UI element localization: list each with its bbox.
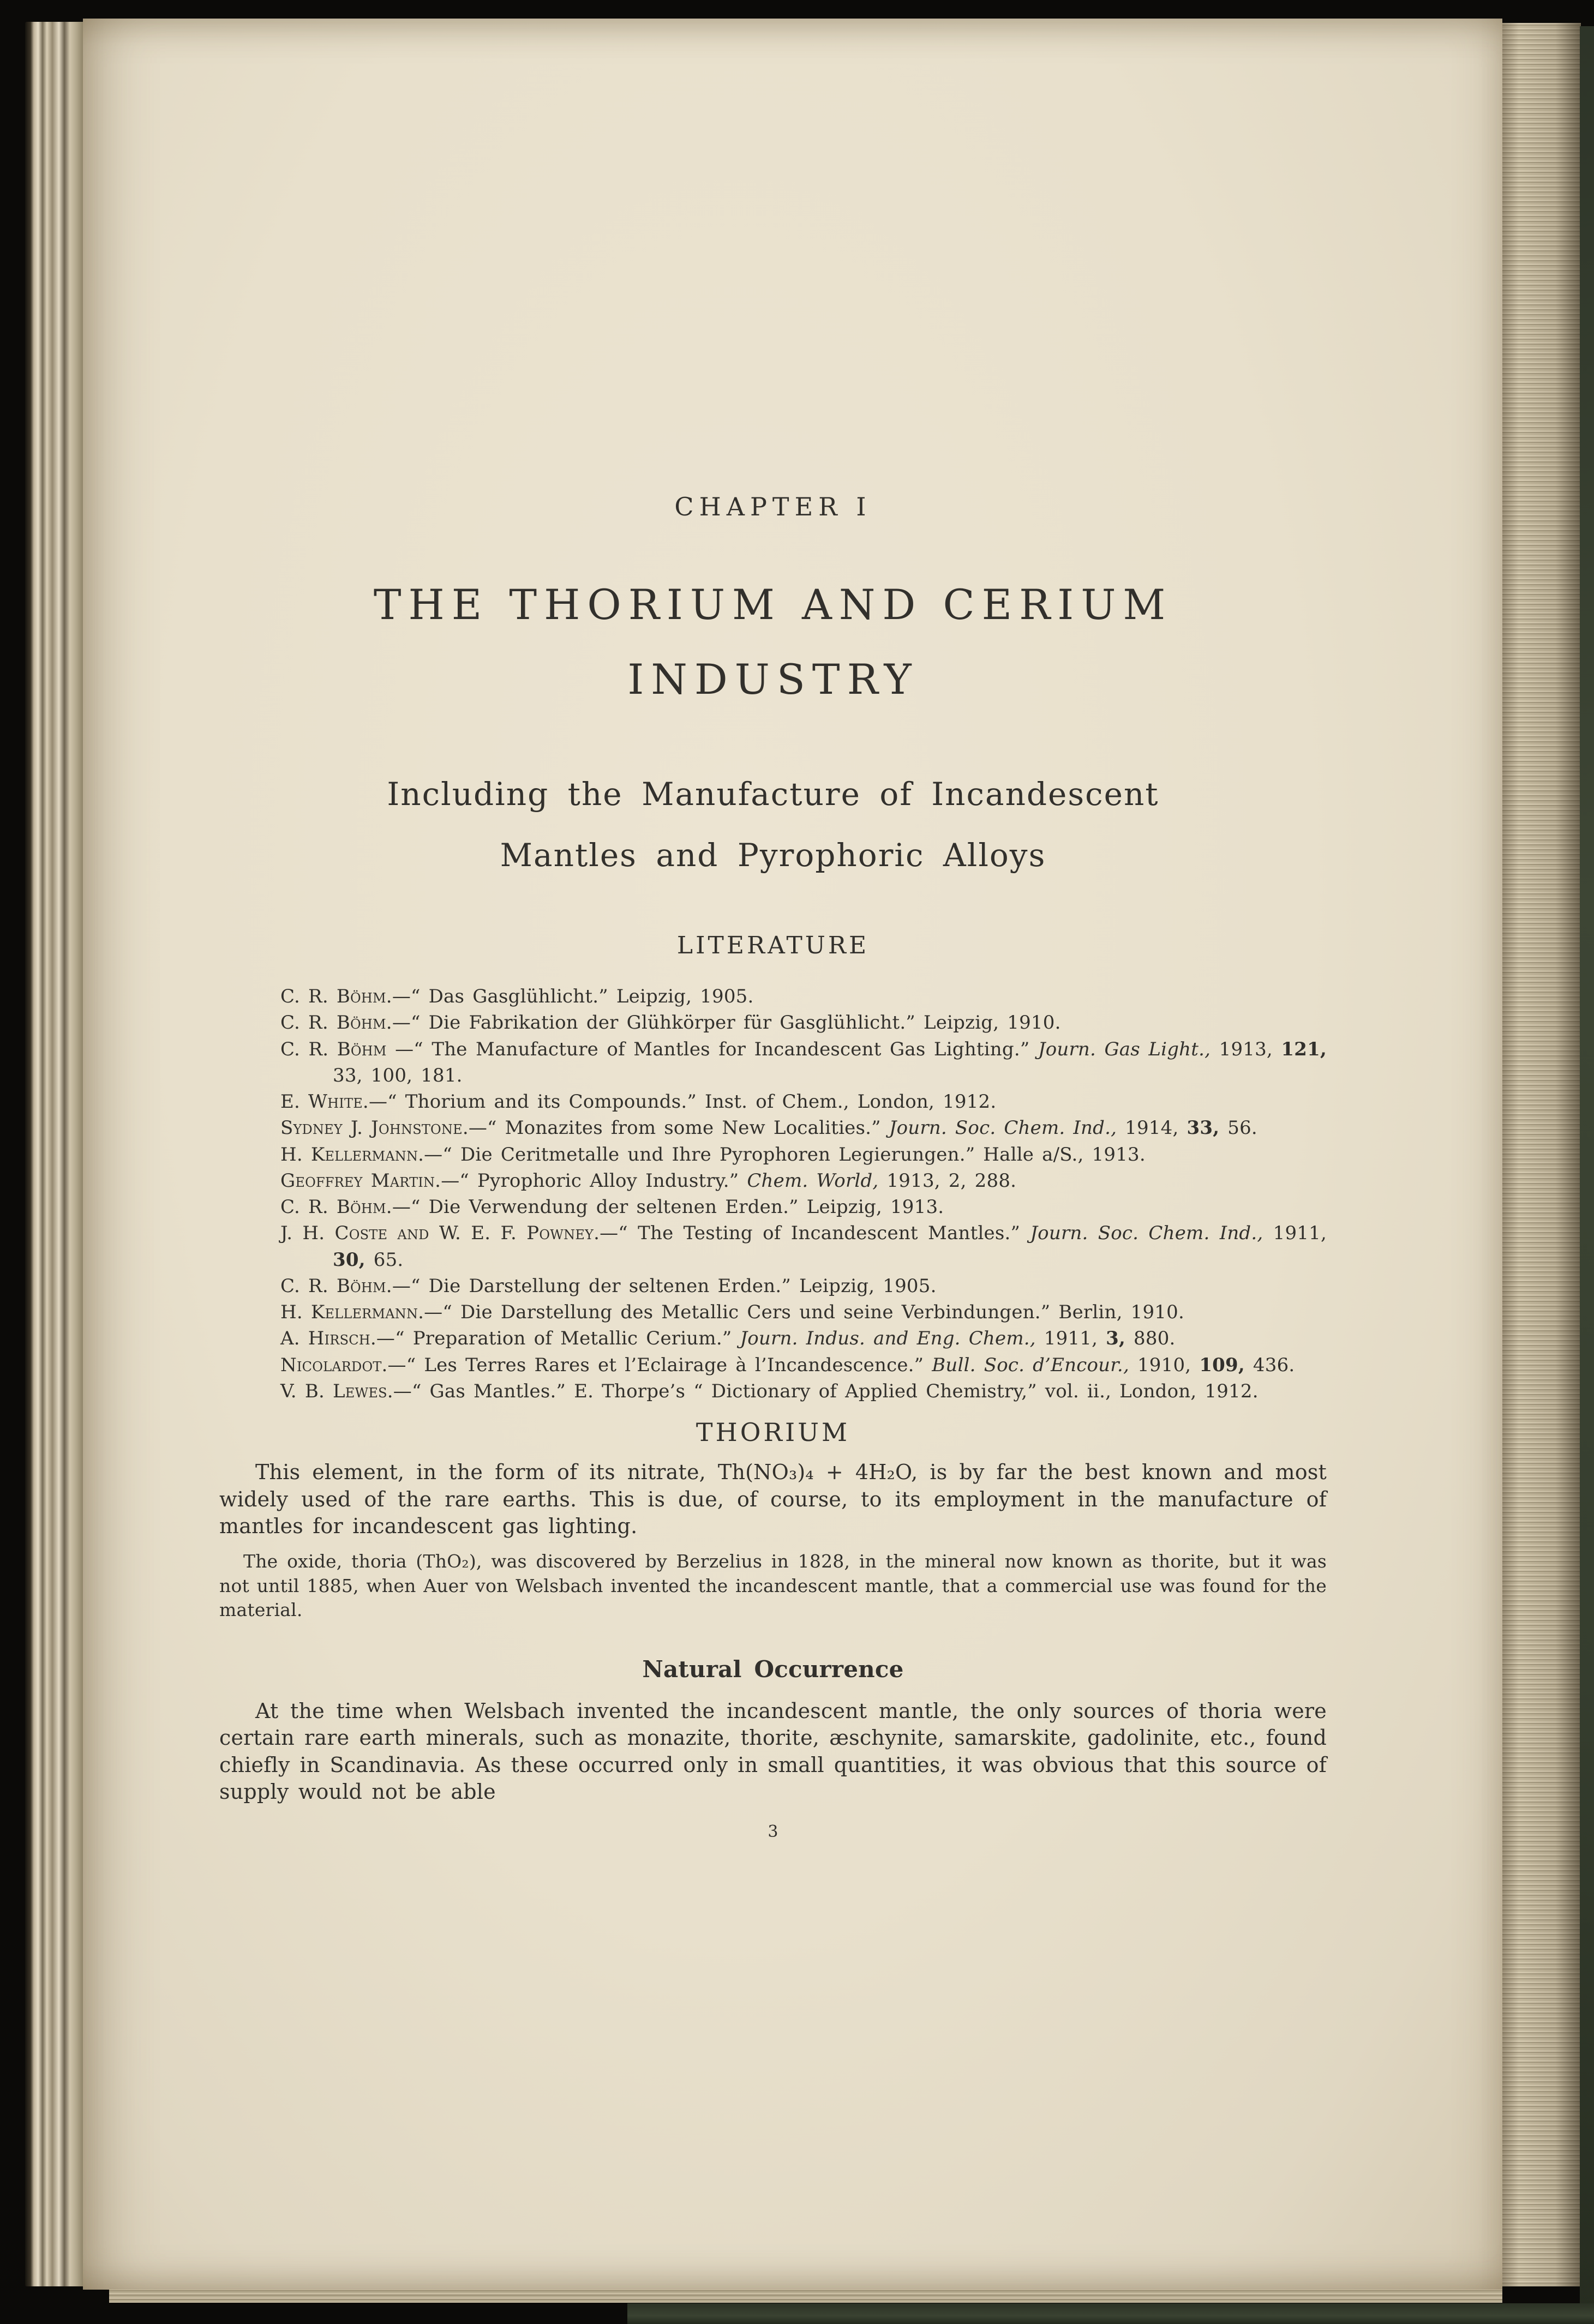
literature-segment: —“ Die Fabrikation der Glühkörper für Gasglühlicht.” Leipzig, 1910. — [392, 1012, 1061, 1034]
literature-segment: Journ. Soc. Chem. Ind., — [889, 1117, 1117, 1139]
literature-segment: C. R. Böhm. — [280, 986, 392, 1007]
page-number: 3 — [768, 1822, 778, 1841]
literature-entry — [280, 1325, 1327, 1352]
literature-segment: C. R. Böhm. — [280, 1012, 392, 1034]
literature-segment: 65. — [365, 1248, 404, 1271]
literature-segment: Journ. Soc. Chem. Ind., — [1030, 1222, 1263, 1245]
literature-entry — [280, 1089, 1327, 1115]
literature-entry — [280, 1220, 1327, 1273]
literature-entry — [280, 1194, 1327, 1220]
literature-segment: V. B. Lewes. — [280, 1380, 393, 1402]
book-cover-bottom-edge — [627, 2303, 1594, 2324]
literature-entry — [280, 1168, 1327, 1194]
literature-segment: C. R. Böhm. — [280, 1275, 392, 1297]
literature-segment: E. White. — [280, 1091, 369, 1113]
literature-segment: Bull. Soc. d’Encour., — [932, 1354, 1129, 1376]
literature-segment: 1911, — [1035, 1328, 1106, 1350]
literature-segment: H. Kellermann. — [280, 1143, 424, 1166]
literature-segment: —“ Monazites from some New Localities.” — [468, 1117, 889, 1139]
literature-entry — [280, 1273, 1327, 1299]
literature-segment: 3, — [1106, 1328, 1126, 1350]
literature-segment: 33, — [1186, 1117, 1220, 1139]
literature-segment: —“ The Manufacture of Mantles for Incandescent Gas Lighting.” — [386, 1038, 1038, 1060]
literature-entry — [280, 1378, 1327, 1404]
literature-segment: —“ Die Ceritmetalle und Ihre Pyrophoren Legierungen.” Halle a/S., 1913. — [424, 1143, 1146, 1166]
page-subtitle-line1: Including the Manufacture of Incandescent — [387, 776, 1159, 813]
literature-segment: —“ Les Terres Rares et l’Eclairage à l’Incandescence.” — [387, 1354, 932, 1376]
thorium-paragraph-1: This element, in the form of its nitrate, Th(NO₃)₄ + 4H₂O, is by far the best known and most widely used of the rare earths. This is due, of course, to its employment in the manufacture of mantles for incandescent gas lighting. — [219, 1460, 1327, 1539]
thorium-heading: THORIUM — [696, 1418, 850, 1448]
literature-segment: 1911, — [1263, 1222, 1327, 1245]
literature-segment: H. Kellermann. — [280, 1301, 424, 1324]
literature-segment: —“ The Testing of Incandescent Mantles.” — [600, 1222, 1030, 1245]
literature-segment: 109, — [1199, 1354, 1245, 1376]
literature-segment: —“ Gas Mantles.” E. Thorpe’s “ Dictionary of Applied Chemistry,” vol. ii., London, 1912. — [393, 1380, 1259, 1402]
literature-segment: Chem. World, — [747, 1169, 879, 1192]
literature-entry — [280, 1299, 1327, 1325]
literature-list — [280, 983, 1327, 1404]
literature-segment: 1913, — [1211, 1038, 1281, 1060]
literature-segment: 880. — [1125, 1328, 1176, 1350]
literature-segment: A. Hirsch. — [280, 1328, 376, 1350]
literature-segment: 1913, 2, 288. — [878, 1169, 1017, 1192]
literature-segment: —“ Die Verwendung der seltenen Erden.” Leipzig, 1913. — [392, 1196, 944, 1218]
literature-segment: —“ Pyrophoric Alloy Industry.” — [441, 1169, 747, 1192]
literature-entry — [280, 1010, 1327, 1036]
literature-heading: LITERATURE — [676, 932, 870, 959]
literature-segment: 56. — [1219, 1117, 1257, 1139]
page-title-line1: THE THORIUM AND CERIUM — [373, 580, 1173, 629]
book-cover-edge — [1580, 26, 1594, 2324]
literature-segment: 33, 100, 181. — [333, 1064, 463, 1086]
literature-segment: Nicolardot. — [280, 1354, 388, 1376]
literature-segment: J. H. Coste and W. E. F. Powney. — [280, 1222, 600, 1245]
literature-segment: 1910, — [1129, 1354, 1200, 1376]
natural-occurrence-paragraph: At the time when Welsbach invented the incandescent mantle, the only sources of thoria were certain rare earth minerals, such as monazite, thorite, æschynite, samarskite, gadolinite, etc., found chiefly in Scandinavia. As these occurred only in small quantities, it was obvious that this source of supply would not be able — [219, 1699, 1327, 1804]
literature-segment: —“ Thorium and its Compounds.” Inst. of Chem., London, 1912. — [368, 1091, 997, 1113]
thorium-paragraph-2: The oxide, thoria (ThO₂), was discovered by Berzelius in 1828, in the mineral now known as thorite, but it was not until 1885, when Auer von Welsbach invented the incandescent mantle, that a commercial use was found for the material. — [219, 1551, 1327, 1620]
literature-segment: —“ Die Darstellung der seltenen Erden.” Leipzig, 1905. — [392, 1275, 937, 1297]
page-subtitle-line2: Mantles and Pyrophoric Alloys — [500, 837, 1046, 874]
literature-entry — [280, 1115, 1327, 1141]
book-fore-edge-pages — [1501, 23, 1581, 2286]
literature-segment: —“ Das Gasglühlicht.” Leipzig, 1905. — [392, 986, 754, 1007]
literature-entry — [280, 1036, 1327, 1089]
literature-segment: Geoffrey Martin. — [280, 1169, 441, 1192]
literature-segment: 121, — [1281, 1038, 1327, 1060]
chapter-heading: CHAPTER I — [674, 492, 872, 521]
literature-segment: 1914, — [1117, 1117, 1187, 1139]
literature-entry — [280, 1352, 1327, 1378]
literature-segment: C. R. Böhm — [280, 1038, 387, 1060]
literature-entry — [280, 1142, 1327, 1168]
literature-segment: 436. — [1244, 1354, 1295, 1376]
page-title-line2: INDUSTRY — [627, 655, 919, 704]
book-page — [83, 19, 1502, 2290]
page-text-block — [219, 19, 1327, 1841]
book-gutter-page-edges — [25, 22, 83, 2286]
natural-occurrence-heading: Natural Occurrence — [642, 1656, 904, 1683]
book-bottom-page-edges — [109, 2289, 1502, 2303]
literature-segment: Journ. Indus. and Eng. Chem., — [740, 1328, 1036, 1350]
literature-segment: —“ Die Darstellung des Metallic Cers und seine Verbindungen.” Berlin, 1910. — [424, 1301, 1184, 1324]
literature-segment: C. R. Böhm. — [280, 1196, 392, 1218]
literature-segment: Journ. Gas Light., — [1038, 1038, 1211, 1060]
literature-segment: —“ Preparation of Metallic Cerium.” — [376, 1328, 740, 1350]
literature-entry — [280, 983, 1327, 1010]
literature-segment: 30, — [333, 1248, 365, 1271]
literature-segment: Sydney J. Johnstone. — [280, 1117, 469, 1139]
